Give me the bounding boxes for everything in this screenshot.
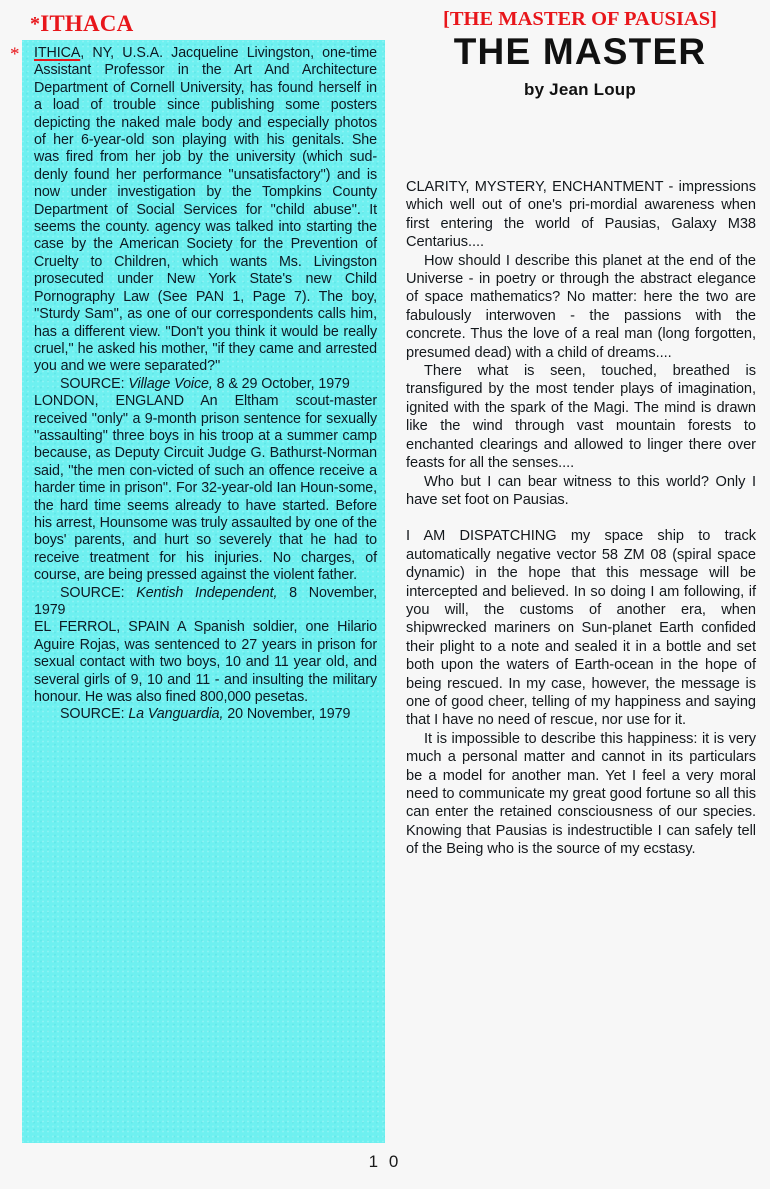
story-paragraph: It is impossible to describe this happiness: it is very much a personal matter and cannot in its particulars be a model for another man. Yet I feel a very moral need to communicate my great good fortune so all this can enter the retained consciousness of our species. Knowing that Pausias is indestructible I can safely tell of the Being who is the source of my ecstasy. [406,730,756,858]
news-item-1-body [34,45,377,376]
source-date: 20 November, 1979 [223,706,351,723]
story-paragraph: CLARITY, MYSTERY, ENCHANTMENT - impressions which well out of one's pri-mordial awareness when first entering the world of Pausias, Galaxy M38 Centarius.... [406,179,756,251]
news-item-2-text: An Eltham scout-master received ''only'' a 9-month prison sentence for sexually ''assaulting'' three boys in his troop at a summer camp because, as Deputy Circuit Judge G. Bathurst-Norman said, ''the men con-victed of such an offence receive a harder time in prison''. For 32-year-old Ian Houn-some, the hard time seems already to have started. Before his arrest, Hounsome was truly assaulted by one of the boys' parents, and hurt so severely that he had to receive treatment for his injuries. No charges, of course, are being pressed against the violent father. [34,393,377,584]
left-column [8,8,388,1148]
story-paragraph: Who but I can bear witness to this world? Only I have set foot on Pausias. [406,473,756,508]
news-item-3-dateline: EL FERROL, SPAIN [34,619,170,636]
red-asterisk-marker-icon: * [10,44,20,65]
news-item-2-dateline: LONDON, ENGLAND [34,393,184,410]
news-item-2-body [34,393,377,584]
news-item-1-text: , NY, U.S.A. Jacqueline Livingston, one-time Assistant Professor in the Art And Architecture Department of Cornell University, has found herself in a load of trouble since publishing some posters depicting the naked male body and especially photos of her 6-year-old son playing with his genitals. She was fired from her job by the university (which sud-denly found her performance ''unsatisfactory'') and is now under investigation by the Tompkins County Department of Social Services for ''child abuse''. It seems the county. agency was talked into starting the case by the American Society for the Prevention of Cruelty to Children, which wants Ms. Livingston prosecuted under New York State's new Child Pornography Law (See PAN 1, Page 7). The boy, ''Sturdy Sam'', as one of our correspondents calls him, has a different view. ''Don't you think it would be really cruel,'' he asked his mother, ''if they came and arrested you and we were separated?'' [34,45,377,375]
story-body [406,178,756,859]
kicker-asterisk-icon: * [30,13,41,35]
right-column [398,6,762,1156]
story-paragraph: There what is seen, touched, breathed is transfigured by the most tender plays of imagination, ignited with the spark of the Magi. The mind is drawn like the wind through vast mountain forests to enchanted clearings and allowed to linger there over feasts for all the senses.... [406,363,756,472]
story-title: THE MASTER [453,31,707,72]
story-paragraph: How should I describe this planet at the end of the Universe - in poetry or through the abstract elegance of space mathematics? No matter: here the two are fabulously interwoven - the passions with the concrete. Thus the love of a real man (long forgotten, presumed dead) with a child of dreams.... [406,252,756,361]
news-item-1-source [34,376,377,393]
story-paragraph: I AM DISPATCHING my space ship to track automatically negative vector 58 ZM 08 (spiral space dynamic) in the hope that this message will be intercepted and believed. In so doing I am following, if you will, the customs of another era, when shipwrecked mariners on Sun-planet Earth confided their plight to a note and sealed it in a bottle and set both upon the waters of Earth-ocean in the hope of being rescued. In my case, however, the message is one of good cheer, telling of my happiness and saying that I have no need of rescue, nor use for it. [406,528,756,729]
kicker-text: ITHACA [40,11,134,36]
news-item-2-source [34,585,377,620]
news-item-3-text: A Spanish soldier, one Hilario Aguire Rojas, was sentenced to 27 years in prison for sexual contact with two boys, 10 and 11 year old, and several girls of 9, 10 and 11 - and insulting the military honour. He was also fined 800,000 pesetas. [34,619,378,706]
story-kicker: [THE MASTER OF PAUSIAS] [443,8,717,30]
page-number: 1 0 [368,1152,402,1171]
source-date: 8 & 29 October, 1979 [212,375,350,392]
left-column-kicker [30,11,133,37]
highlighted-news-block [22,40,385,1143]
source-publication: La Vanguardia, [128,706,224,723]
source-date: 8 November, 1979 [34,584,378,618]
source-publication: Kentish Independent, [136,584,278,601]
news-item-1-dateline: ITHICA [34,45,81,61]
story-byline: by Jean Loup [524,80,636,99]
news-item-3-source [34,706,377,723]
source-label: SOURCE: [60,584,125,601]
source-label: SOURCE: [60,706,125,723]
source-publication: Village Voice, [128,375,213,392]
news-item-3-body [34,619,377,706]
source-label: SOURCE: [60,375,125,392]
